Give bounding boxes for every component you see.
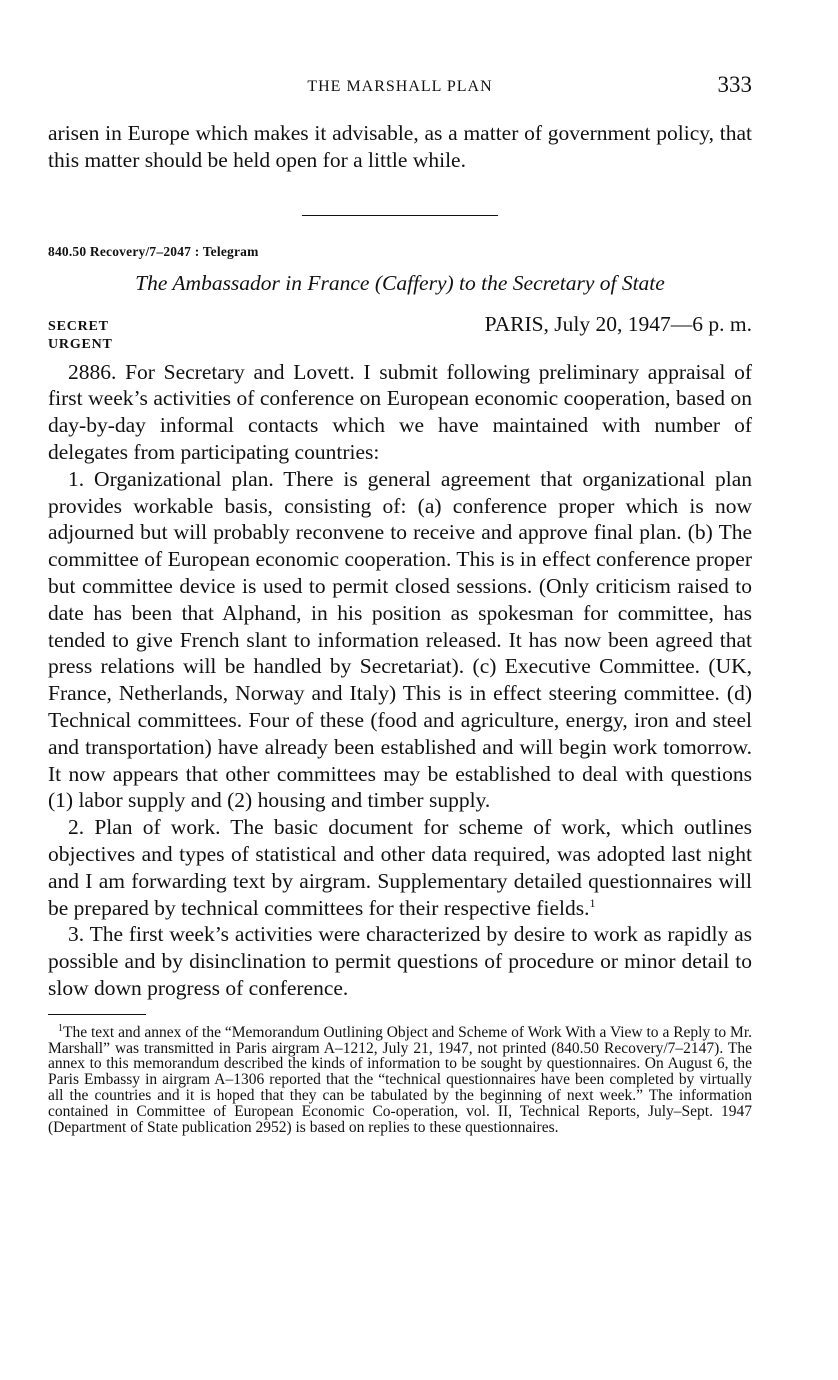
footnote-marker: 1 [58,1022,63,1034]
running-title: THE MARSHALL PLAN [307,78,493,95]
telegram-paragraph [48,814,752,921]
paragraph-text: 2. Plan of work. The basic document for scheme of work, which outlines objectives and types of statistical and other data required, was adopted last night and I am forwarding text by airgram. Supplementary detailed questionnaires will be prepared by technical committees for their respective fields. [48,815,752,920]
footnote [48,1022,752,1136]
priority-label: URGENT [48,336,113,352]
footnote-text: The text and annex of the “Memorandum Outlining Object and Scheme of Work With a View to a Reply to Mr. Marshall” was transmitted in Paris airgram A–1212, July 21, 1947, not printed (840.50 Recovery/7–2147). The annex to this memorandum described the kinds of information to be sought by questionnaires. On August 6, the Paris Embassy in airgram A–1306 reported that the “technical questionnaires have been completed by virtually all the countries and it is hoped that they can be tabulated by the beginning of next week.” The information contained in Committee of European Economic Co-operation, vol. II, Technical Reports, July–Sept. 1947 (Department of State publication 2952) is based on replies to these questionnaires. [48,1023,752,1136]
footnote-reference: 1 [589,895,596,910]
dateline: PARIS, July 20, 1947—6 p. m. [484,311,752,336]
section-divider [302,215,498,216]
running-header [48,72,752,106]
telegram-paragraph: 3. The first week’s activities were characterized by desire to work as rapidly as possible and by disinclination to permit questions of procedure or minor detail to slow down progress of conference. [48,922,752,1000]
page-number: 333 [717,72,752,97]
telegram-paragraph: 2886. For Secretary and Lovett. I submit following preliminary appraisal of first week’s activities of conference on European economic cooperation, based on day-by-day informal contacts which we have maintained with number of delegates from participating countries: [48,359,752,464]
file-reference: 840.50 Recovery/7–2047 : Telegram [48,243,259,259]
document-page [48,72,752,1135]
dateline-row [48,309,752,337]
document-title: The Ambassador in France (Caffery) to the Secretary of State [135,270,665,295]
footnote-divider [48,1014,146,1015]
telegram-paragraph: 1. Organizational plan. There is general agreement that organizational plan provides workable basis, consisting of: (a) conference proper which is now adjourned but will probably reconvene to receive and approve final plan. (b) The committee of European economic cooperation. This is in effect conference proper but committee device is used to permit closed sessions. (Only criticism raised to date has been that Alphand, in his position as spokesman for committee, has tended to give French slant to information released. It has now been agreed that press relations will be handled by Secretariat). (c) Executive Committee. (UK, France, Netherlands, Norway and Italy) This is in effect steering committee. (d) Technical committees. Four of these (food and agriculture, energy, iron and steel and transportation) have already been established and will begin work tomorrow. It now appears that other committees may be established to deal with questions (1) labor supply and (2) housing and timber supply. [48,466,752,813]
classification-label: SECRET [48,318,109,334]
continuation-paragraph: arisen in Europe which makes it advisable, as a matter of government policy, that this matter should be held open for a little while. [48,121,752,172]
